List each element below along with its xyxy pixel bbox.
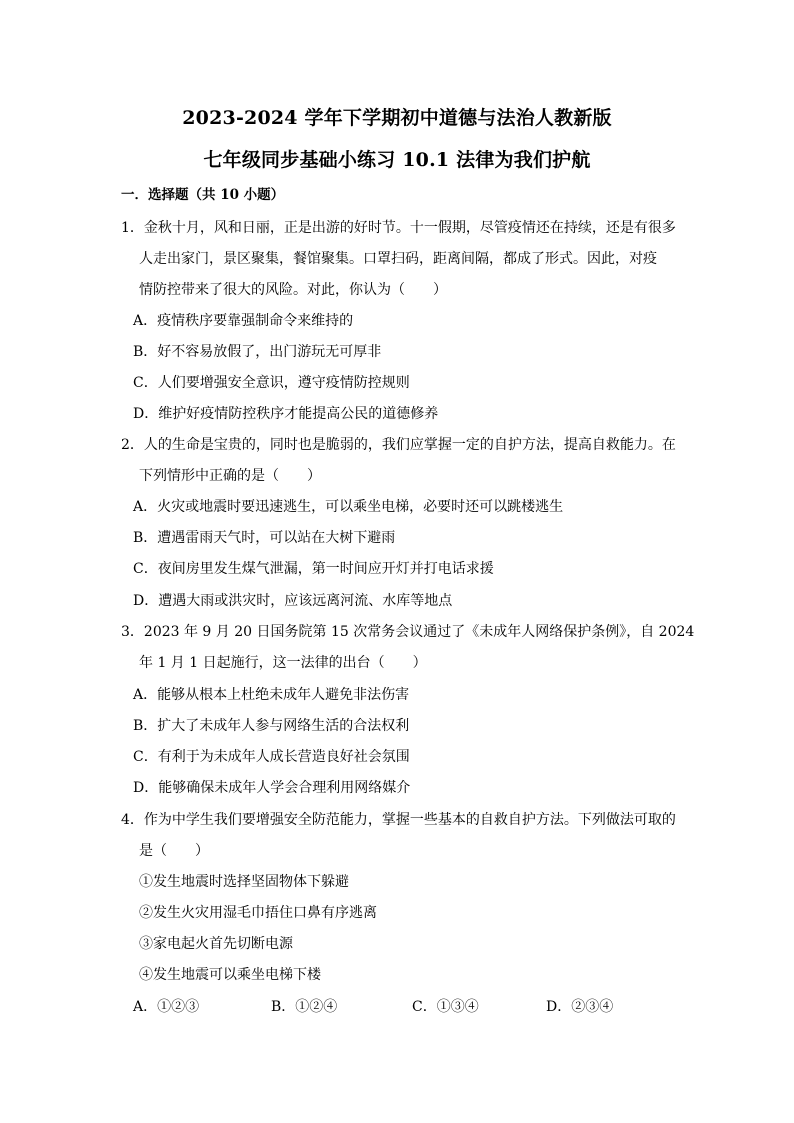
question-4-stem-line-2: 是（ ） xyxy=(139,843,209,859)
question-1-option-d: D．维护好疫情防控秩序才能提高公民的道德修养 xyxy=(133,406,439,422)
question-2-stem-line-1: 2．人的生命是宝贵的，同时也是脆弱的，我们应掌握一定的自护方法，提高自救能力。在 xyxy=(121,437,676,453)
question-2-option-b: B．遭遇雷雨天气时，可以站在大树下避雨 xyxy=(133,530,396,546)
document-title-line-2: 七年级同步基础小练习 10.1 法律为我们护航 xyxy=(203,149,591,171)
question-4-option-b: B．①②④ xyxy=(271,999,338,1015)
question-4-options-row xyxy=(0,997,794,1017)
question-3-stem-line-2: 年 1 月 1 日起施行，这一法律的出台（ ） xyxy=(139,655,427,671)
question-1-stem-line-3: 情防控带来了很大的风险。对此，你认为（ ） xyxy=(139,282,447,298)
question-4-item-4: ④发生地震可以乘坐电梯下楼 xyxy=(139,967,321,983)
question-1-option-a: A．疫情秩序要靠强制命令来维持的 xyxy=(133,313,354,329)
question-4-item-2: ②发生火灾用湿毛巾捂住口鼻有序逃离 xyxy=(139,905,377,921)
question-3-option-d: D．能够确保未成年人学会合理利用网络媒介 xyxy=(133,780,411,796)
question-2-option-a: A．火灾或地震时要迅速逃生，可以乘坐电梯，必要时还可以跳楼逃生 xyxy=(133,499,564,515)
question-3-option-c: C．有利于为未成年人成长营造良好社会氛围 xyxy=(133,749,410,765)
question-1-option-b: B．好不容易放假了，出门游玩无可厚非 xyxy=(133,344,382,360)
question-1-stem-line-1: 1．金秋十月，风和日丽，正是出游的好时节。十一假期，尽管疫情还在持续，还是有很多 xyxy=(121,220,676,236)
question-3-stem-line-1: 3．2023 年 9 月 20 日国务院第 15 次常务会议通过了《未成年人网络保护条例》，自 2024 xyxy=(121,624,695,640)
question-4-item-3: ③家电起火首先切断电源 xyxy=(139,936,293,952)
question-2-stem-line-2: 下列情形中正确的是（ ） xyxy=(139,468,321,484)
question-2-option-c: C．夜间房里发生煤气泄漏，第一时间应开灯并打电话求援 xyxy=(133,561,494,577)
question-3-option-b: B．扩大了未成年人参与网络生活的合法权利 xyxy=(133,718,410,734)
question-4-item-1: ①发生地震时选择坚固物体下躲避 xyxy=(139,874,349,890)
question-4-stem-line-1: 4．作为中学生我们要增强安全防范能力，掌握一些基本的自救自护方法。下列做法可取的 xyxy=(121,812,676,828)
question-2-option-d: D．遭遇大雨或洪灾时，应该远离河流、水库等地点 xyxy=(133,593,453,609)
question-4-option-a: A．①②③ xyxy=(133,999,200,1015)
question-1-stem-line-2: 人走出家门，景区聚集，餐馆聚集。口罩扫码，距离间隔，都成了形式。因此，对疫 xyxy=(139,251,657,267)
section-heading: 一．选择题（共 10 小题） xyxy=(121,187,285,203)
question-4-option-d: D．②③④ xyxy=(546,999,614,1015)
question-3-option-a: A．能够从根本上杜绝未成年人避免非法伤害 xyxy=(133,687,410,703)
question-1-option-c: C．人们要增强安全意识，遵守疫情防控规则 xyxy=(133,375,410,391)
question-4-option-c: C．①③④ xyxy=(412,999,479,1015)
document-title-line-1: 2023-2024 学年下学期初中道德与法治人教新版 xyxy=(182,107,612,129)
